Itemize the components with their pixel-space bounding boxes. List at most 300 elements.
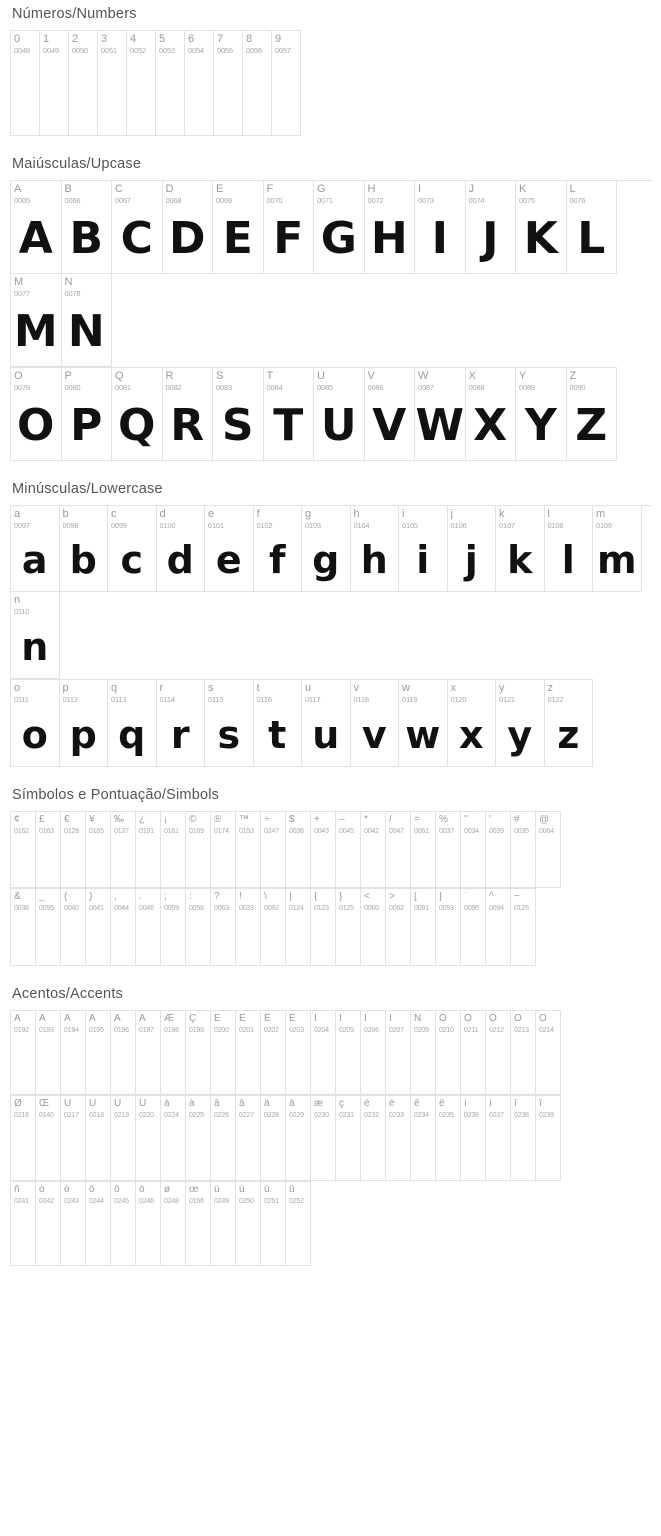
glyph-character-label: Ó <box>464 1013 472 1024</box>
glyph-meta <box>351 680 399 704</box>
glyph-character-label: ® <box>214 815 222 826</box>
glyph-cell[interactable] <box>311 1096 336 1180</box>
glyph-render <box>461 1034 485 1094</box>
glyph-character-label: m <box>596 508 606 520</box>
glyph-code-label: 0105 <box>402 520 418 530</box>
glyph-cell[interactable] <box>448 680 497 767</box>
glyph-meta <box>185 31 213 55</box>
glyph-cell[interactable] <box>365 368 416 461</box>
glyph-code-label: 0112 <box>62 695 78 705</box>
glyph-meta <box>61 1182 85 1205</box>
glyph-cell[interactable] <box>127 31 156 136</box>
glyph-render <box>361 835 385 887</box>
glyph-cell[interactable] <box>436 812 461 888</box>
glyph-meta <box>511 889 535 912</box>
glyph-cell[interactable] <box>411 889 436 965</box>
glyph-character-label: ù <box>214 1184 220 1195</box>
glyph-code-label: 0219 <box>114 1112 129 1120</box>
glyph-cell[interactable] <box>365 181 416 274</box>
glyph-meta <box>361 1011 385 1034</box>
glyph-meta <box>211 1096 235 1119</box>
glyph-cell[interactable] <box>461 812 486 888</box>
glyph-cell[interactable] <box>302 680 351 767</box>
glyph-cell[interactable] <box>205 506 254 593</box>
glyph-cell[interactable] <box>36 1011 61 1095</box>
glyph-cell[interactable] <box>448 506 497 593</box>
glyph-code-label: 0060 <box>364 905 379 913</box>
glyph-code-label: 0081 <box>115 382 131 392</box>
glyph-cell[interactable] <box>186 889 211 965</box>
glyph-cell[interactable] <box>545 506 594 593</box>
glyph-cell[interactable] <box>136 889 161 965</box>
glyph-character-label: 0 <box>14 34 21 45</box>
glyph-cell[interactable] <box>361 812 386 888</box>
glyph-cell[interactable] <box>461 1096 486 1180</box>
glyph-cell[interactable] <box>112 368 163 461</box>
glyph-code-label: 0153 <box>239 828 254 836</box>
glyph-cell[interactable] <box>156 31 185 136</box>
glyph-cell[interactable] <box>136 1011 161 1095</box>
glyph-cell[interactable] <box>61 889 86 965</box>
glyph-cell[interactable] <box>415 181 466 274</box>
glyph-cell[interactable] <box>69 31 98 136</box>
glyph-render <box>261 1205 285 1265</box>
glyph-cell[interactable] <box>536 812 561 888</box>
glyph-character-label: Ä <box>114 1013 121 1024</box>
glyph-cell[interactable] <box>108 506 157 593</box>
glyph-character-label: í <box>489 1099 492 1110</box>
glyph-character-label: ü <box>289 1184 295 1195</box>
glyph-cell[interactable] <box>567 181 618 274</box>
glyph-cell[interactable] <box>243 31 272 136</box>
glyph-cell[interactable] <box>336 889 361 965</box>
glyph-cell[interactable] <box>86 1096 111 1180</box>
glyph-cell[interactable] <box>436 889 461 965</box>
glyph-meta <box>411 889 435 912</box>
glyph-cell[interactable] <box>436 1096 461 1180</box>
glyph-render: L <box>577 213 606 265</box>
glyph-cell[interactable] <box>211 1096 236 1180</box>
glyph-code-label: 0235 <box>439 1112 454 1120</box>
glyph-meta <box>112 368 162 392</box>
glyph-render: J <box>482 213 499 265</box>
glyph-character-label: \ <box>264 892 267 903</box>
glyph-cell[interactable] <box>593 506 642 593</box>
glyph-cell[interactable] <box>112 181 163 274</box>
glyph-character-label: E <box>216 183 224 195</box>
glyph-cell[interactable] <box>62 368 113 461</box>
glyph-cell[interactable] <box>236 1096 261 1180</box>
glyph-render: E <box>222 213 253 265</box>
glyph-cell[interactable] <box>314 181 365 274</box>
glyph-cell[interactable] <box>511 889 536 965</box>
glyph-code-label: 0064 <box>539 828 554 836</box>
glyph-cell[interactable] <box>567 368 618 461</box>
glyph-character-label: ú <box>239 1184 245 1195</box>
glyph-character-label: î <box>514 1099 517 1110</box>
glyph-render <box>86 1034 110 1094</box>
glyph-render <box>261 1034 285 1094</box>
glyph-cell[interactable] <box>264 368 315 461</box>
glyph-cell[interactable] <box>36 889 61 965</box>
glyph-meta <box>136 1182 160 1205</box>
glyph-render <box>111 913 135 965</box>
glyph-meta <box>112 181 162 205</box>
glyph-cell[interactable] <box>11 181 62 274</box>
glyph-cell[interactable] <box>36 812 61 888</box>
glyph-cell[interactable] <box>361 1096 386 1180</box>
glyph-cell[interactable] <box>236 889 261 965</box>
glyph-cell[interactable] <box>60 680 109 767</box>
glyph-cell[interactable] <box>286 1011 311 1095</box>
glyph-character-label: À <box>14 1013 21 1024</box>
section-title: Símbolos e Pontuação/Simbols <box>12 787 220 804</box>
glyph-cell[interactable] <box>516 368 567 461</box>
glyph-cell[interactable] <box>61 1182 86 1266</box>
glyph-cell[interactable] <box>466 181 517 274</box>
glyph-character-label: È <box>214 1013 221 1024</box>
glyph-render <box>336 913 360 965</box>
glyph-cell[interactable] <box>336 1011 361 1095</box>
glyph-cell[interactable] <box>40 31 69 136</box>
glyph-render: q <box>118 713 146 758</box>
glyph-meta <box>136 812 160 835</box>
glyph-cell[interactable] <box>98 31 127 136</box>
glyph-grid <box>10 1181 311 1266</box>
glyph-cell[interactable] <box>11 592 60 679</box>
glyph-character-label: c <box>111 508 117 520</box>
glyph-meta <box>254 680 302 704</box>
glyph-cell[interactable] <box>516 181 567 274</box>
glyph-cell[interactable] <box>161 889 186 965</box>
glyph-cell[interactable] <box>272 31 301 136</box>
glyph-cell[interactable] <box>111 1011 136 1095</box>
glyph-meta <box>448 506 496 530</box>
glyph-cell[interactable] <box>161 812 186 888</box>
glyph-meta <box>36 1182 60 1205</box>
glyph-cell[interactable] <box>466 368 517 461</box>
glyph-cell[interactable] <box>161 1011 186 1095</box>
glyph-meta <box>448 680 496 704</box>
glyph-meta <box>336 889 360 912</box>
glyph-code-label: 0234 <box>414 1112 429 1120</box>
glyph-code-label: 0114 <box>159 695 175 705</box>
glyph-character-label: @ <box>539 815 550 826</box>
glyph-cell[interactable] <box>461 1011 486 1095</box>
glyph-cell[interactable] <box>186 1096 211 1180</box>
glyph-cell[interactable] <box>254 506 303 593</box>
glyph-meta <box>205 680 253 704</box>
glyph-character-label: ó <box>64 1184 70 1195</box>
glyph-cell[interactable] <box>111 889 136 965</box>
glyph-cell[interactable] <box>11 368 62 461</box>
glyph-meta <box>314 181 364 205</box>
glyph-cell[interactable] <box>185 31 214 136</box>
glyph-character-label: I <box>418 183 422 195</box>
glyph-character-label: á <box>189 1099 195 1110</box>
glyph-cell[interactable] <box>86 812 111 888</box>
glyph-meta <box>136 889 160 912</box>
glyph-cell[interactable] <box>61 812 86 888</box>
glyph-cell[interactable] <box>111 1182 136 1266</box>
glyph-cell[interactable] <box>264 181 315 274</box>
glyph-cell[interactable] <box>496 680 545 767</box>
glyph-render: x <box>458 713 484 758</box>
glyph-cell[interactable] <box>286 1182 311 1266</box>
glyph-cell[interactable] <box>486 812 511 888</box>
glyph-cell[interactable] <box>161 1096 186 1180</box>
glyph-code-label: 0053 <box>159 46 175 55</box>
glyph-cell[interactable] <box>163 181 214 274</box>
glyph-character-label: ^ <box>489 892 494 903</box>
glyph-cell[interactable] <box>62 181 113 274</box>
glyph-code-label: 0044 <box>114 905 129 913</box>
glyph-cell[interactable] <box>261 889 286 965</box>
glyph-render <box>86 1205 110 1265</box>
glyph-cell[interactable] <box>336 812 361 888</box>
glyph-cell[interactable] <box>461 889 486 965</box>
glyph-cell[interactable] <box>361 1011 386 1095</box>
glyph-code-label: 0218 <box>89 1112 104 1120</box>
glyph-cell[interactable] <box>411 812 436 888</box>
glyph-character-label: > <box>389 892 395 903</box>
glyph-cell[interactable] <box>361 889 386 965</box>
glyph-cell[interactable] <box>261 1182 286 1266</box>
glyph-meta <box>386 1011 410 1034</box>
glyph-code-label: 0099 <box>111 520 127 530</box>
glyph-code-label: 0236 <box>464 1112 479 1120</box>
glyph-code-label: 0252 <box>289 1197 304 1205</box>
glyph-render <box>411 1120 435 1180</box>
glyph-cell[interactable] <box>136 812 161 888</box>
glyph-cell[interactable] <box>302 506 351 593</box>
glyph-cell[interactable] <box>11 1182 36 1266</box>
glyph-cell[interactable] <box>351 680 400 767</box>
glyph-cell[interactable] <box>211 1011 236 1095</box>
glyph-cell[interactable] <box>108 680 157 767</box>
glyph-character-label: Î <box>364 1013 367 1024</box>
glyph-cell[interactable] <box>61 1011 86 1095</box>
glyph-code-label: 0098 <box>62 520 79 530</box>
glyph-cell[interactable] <box>136 1182 161 1266</box>
glyph-render <box>211 913 235 965</box>
glyph-code-label: 0216 <box>14 1112 29 1120</box>
glyph-cell[interactable] <box>136 1096 161 1180</box>
glyph-character-label: 6 <box>188 34 195 45</box>
glyph-cell[interactable] <box>86 1011 111 1095</box>
glyph-cell[interactable] <box>336 1096 361 1180</box>
glyph-cell[interactable] <box>261 1011 286 1095</box>
glyph-render <box>436 1034 460 1094</box>
glyph-cell[interactable] <box>536 1011 561 1095</box>
glyph-character-label: t <box>256 683 260 695</box>
glyph-render <box>436 1120 460 1180</box>
glyph-cell[interactable] <box>286 889 311 965</box>
glyph-render: c <box>120 538 144 583</box>
glyph-cell[interactable] <box>11 1096 36 1180</box>
glyph-cell[interactable] <box>186 812 211 888</box>
glyph-code-label: 0095 <box>39 905 54 913</box>
glyph-cell[interactable] <box>61 1096 86 1180</box>
glyph-cell[interactable] <box>314 368 365 461</box>
glyph-cell[interactable] <box>36 1096 61 1180</box>
glyph-cell[interactable] <box>311 812 336 888</box>
glyph-code-label: 0040 <box>64 905 79 913</box>
glyph-code-label: 0090 <box>569 382 586 392</box>
glyph-render <box>436 835 460 887</box>
glyph-cell[interactable] <box>11 1011 36 1095</box>
glyph-cell[interactable] <box>157 680 206 767</box>
glyph-meta <box>211 1182 235 1205</box>
glyph-cell[interactable] <box>236 1011 261 1095</box>
glyph-cell[interactable] <box>261 1096 286 1180</box>
glyph-cell[interactable] <box>211 889 236 965</box>
glyph-cell[interactable] <box>511 1096 536 1180</box>
glyph-render <box>186 1120 210 1180</box>
glyph-cell[interactable] <box>415 368 466 461</box>
glyph-cell[interactable] <box>511 812 536 888</box>
glyph-meta <box>436 1011 460 1034</box>
glyph-character-label: ø <box>164 1184 171 1195</box>
glyph-render <box>311 1120 335 1180</box>
glyph-cell[interactable] <box>386 889 411 965</box>
glyph-cell[interactable] <box>62 274 113 367</box>
glyph-cell[interactable] <box>399 680 448 767</box>
glyph-code-label: 0087 <box>418 382 434 392</box>
glyph-character-label: ¥ <box>89 815 95 826</box>
glyph-code-label: 0193 <box>39 1026 54 1034</box>
glyph-cell[interactable] <box>11 812 36 888</box>
glyph-cell[interactable] <box>213 181 264 274</box>
glyph-meta <box>60 506 108 530</box>
glyph-render <box>36 835 60 887</box>
glyph-cell[interactable] <box>186 1011 211 1095</box>
glyph-code-label: 0042 <box>364 828 379 836</box>
glyph-code-label: 0100 <box>159 520 176 530</box>
glyph-code-label: 0094 <box>489 905 504 913</box>
glyph-cell[interactable] <box>86 1182 111 1266</box>
glyph-meta <box>205 506 253 530</box>
glyph-meta <box>108 680 156 704</box>
glyph-code-label: 0123 <box>314 905 329 913</box>
glyph-code-label: 0126 <box>514 905 529 913</box>
glyph-cell[interactable] <box>161 1182 186 1266</box>
glyph-cell[interactable] <box>411 1011 436 1095</box>
glyph-cell[interactable] <box>11 31 40 136</box>
glyph-cell[interactable] <box>11 506 60 593</box>
glyph-cell[interactable] <box>86 889 111 965</box>
glyph-character-label: e <box>208 508 215 520</box>
glyph-cell[interactable] <box>536 1096 561 1180</box>
glyph-character-label: Ò <box>439 1013 447 1024</box>
glyph-cell[interactable] <box>411 1096 436 1180</box>
glyph-character-label: n <box>14 595 21 607</box>
glyph-cell[interactable] <box>545 680 594 767</box>
glyph-cell[interactable] <box>205 680 254 767</box>
glyph-cell[interactable] <box>386 1011 411 1095</box>
glyph-render <box>386 835 410 887</box>
glyph-meta <box>236 1182 260 1205</box>
glyph-cell[interactable] <box>111 1096 136 1180</box>
glyph-cell[interactable] <box>111 812 136 888</box>
glyph-cell[interactable] <box>163 368 214 461</box>
glyph-meta <box>11 680 59 704</box>
glyph-cell[interactable] <box>214 31 243 136</box>
glyph-character-label: 7 <box>217 34 224 45</box>
glyph-cell[interactable] <box>11 274 62 367</box>
glyph-cell[interactable] <box>261 812 286 888</box>
glyph-cell[interactable] <box>386 1096 411 1180</box>
glyph-cell[interactable] <box>351 506 400 593</box>
glyph-cell[interactable] <box>236 1182 261 1266</box>
glyph-character-label: 4 <box>130 34 137 45</box>
glyph-meta <box>11 889 35 912</box>
glyph-code-label: 0093 <box>439 905 454 913</box>
glyph-cell[interactable] <box>311 889 336 965</box>
glyph-render: n <box>21 625 49 670</box>
glyph-cell[interactable] <box>399 506 448 593</box>
glyph-character-label: Å <box>139 1013 146 1024</box>
glyph-meta <box>111 812 135 835</box>
glyph-meta <box>536 1011 560 1034</box>
glyph-cell[interactable] <box>286 812 311 888</box>
glyph-meta <box>40 31 68 55</box>
glyph-cell[interactable] <box>254 680 303 767</box>
glyph-cell[interactable] <box>511 1011 536 1095</box>
glyph-cell[interactable] <box>11 680 60 767</box>
glyph-code-label: 0088 <box>468 382 485 392</box>
glyph-cell[interactable] <box>60 506 109 593</box>
glyph-cell[interactable] <box>496 506 545 593</box>
glyph-cell[interactable] <box>36 1182 61 1266</box>
glyph-character-label: ï <box>539 1099 542 1110</box>
glyph-render <box>61 913 85 965</box>
glyph-meta <box>466 368 516 392</box>
glyph-code-label: 0122 <box>547 695 564 705</box>
glyph-render <box>136 1205 160 1265</box>
glyph-cell[interactable] <box>486 1096 511 1180</box>
glyph-cell[interactable] <box>11 889 36 965</box>
glyph-meta <box>311 1096 335 1119</box>
glyph-cell[interactable] <box>157 506 206 593</box>
glyph-character-label: o <box>14 683 21 695</box>
glyph-meta <box>386 812 410 835</box>
glyph-render: i <box>416 538 430 583</box>
glyph-cell[interactable] <box>486 889 511 965</box>
glyph-meta <box>62 181 112 205</box>
glyph-cell[interactable] <box>211 1182 236 1266</box>
glyph-character-label: { <box>314 892 318 903</box>
glyph-cell[interactable] <box>311 1011 336 1095</box>
glyph-render: K <box>523 213 558 265</box>
glyph-cell[interactable] <box>186 1182 211 1266</box>
glyph-cell[interactable] <box>211 812 236 888</box>
glyph-render <box>11 1034 35 1094</box>
glyph-cell[interactable] <box>486 1011 511 1095</box>
glyph-character-label: ¢ <box>14 815 20 826</box>
glyph-meta <box>11 592 59 616</box>
glyph-character-label: å <box>289 1099 295 1110</box>
glyph-cell[interactable] <box>386 812 411 888</box>
glyph-render <box>86 835 110 887</box>
glyph-cell[interactable] <box>436 1011 461 1095</box>
glyph-cell[interactable] <box>213 368 264 461</box>
glyph-cell[interactable] <box>236 812 261 888</box>
glyph-character-label: = <box>414 815 420 826</box>
glyph-cell[interactable] <box>286 1096 311 1180</box>
glyph-character-label: Õ <box>514 1013 522 1024</box>
glyph-meta <box>361 889 385 912</box>
